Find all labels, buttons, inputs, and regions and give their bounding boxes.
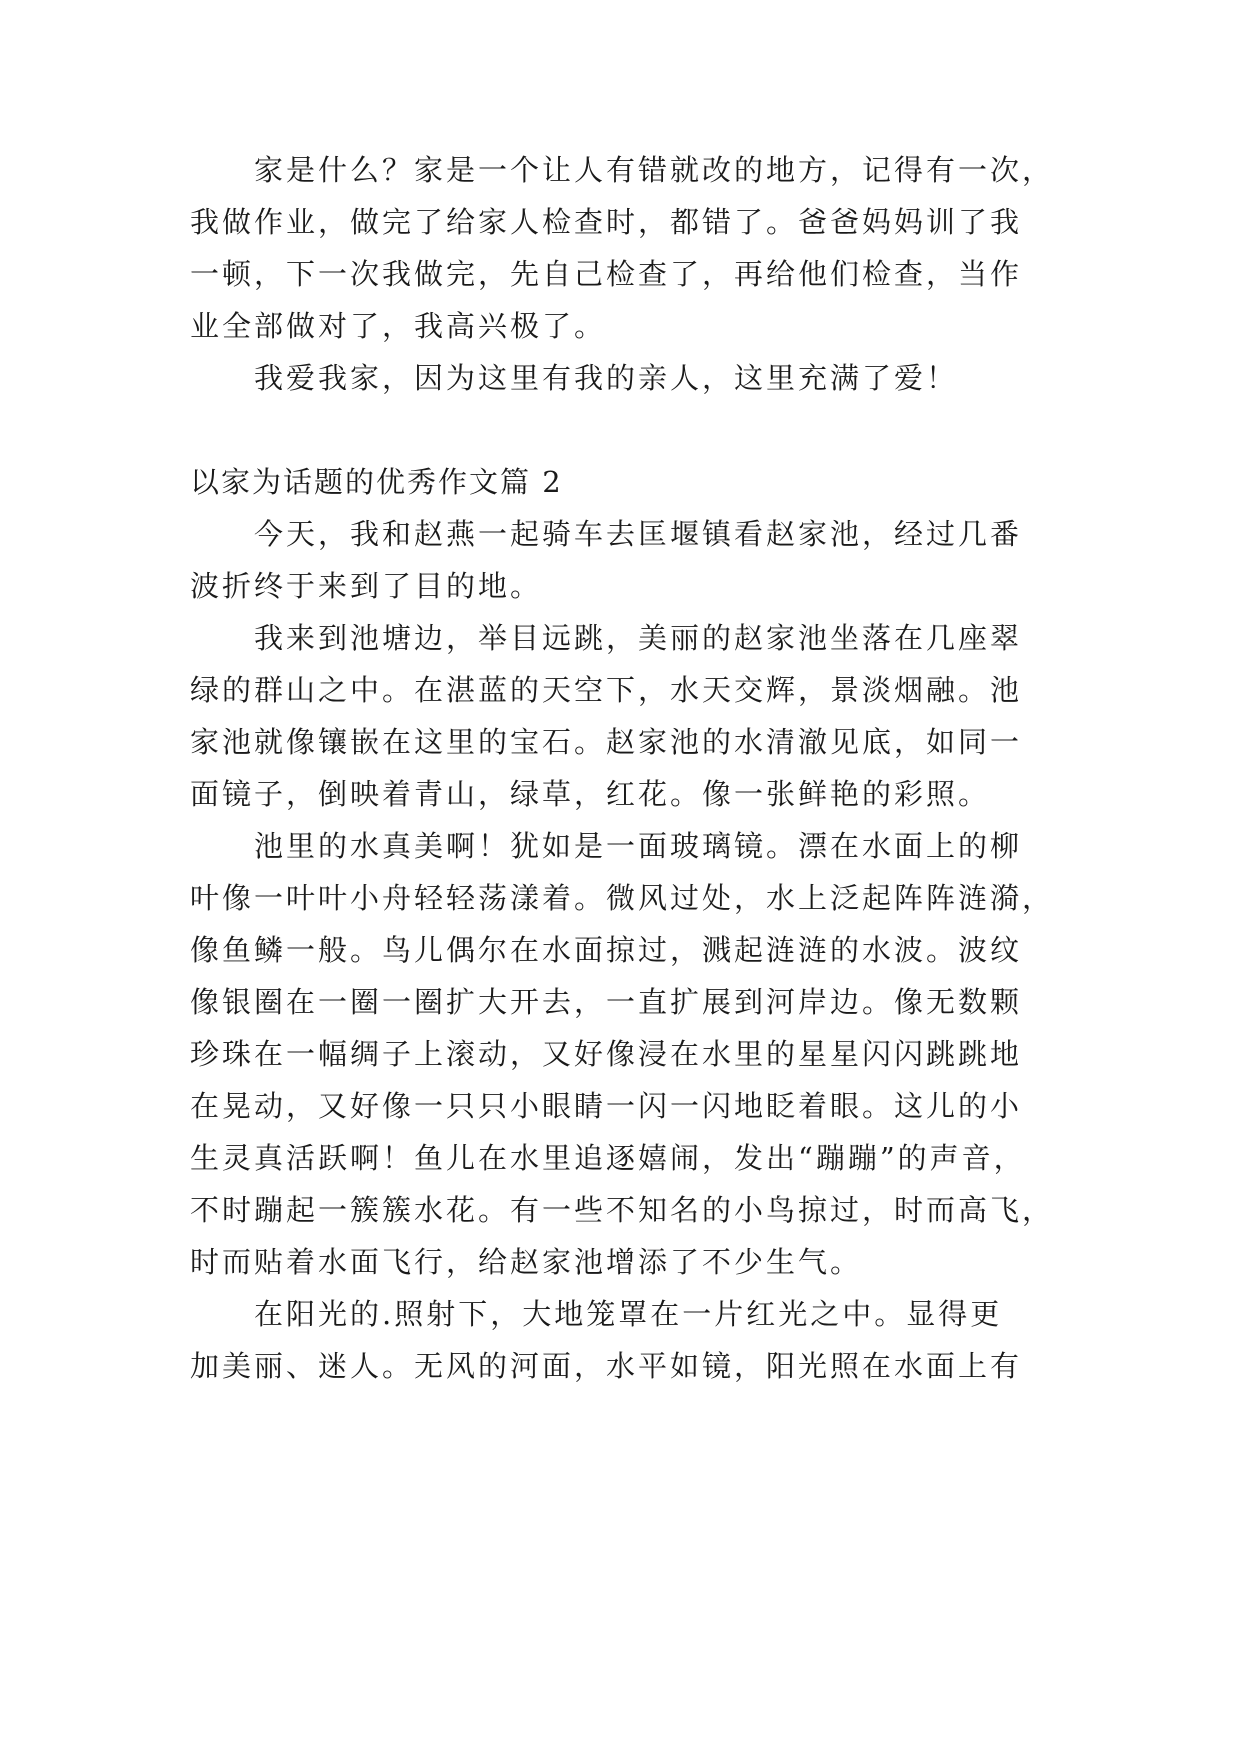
text-line: 一顿，下一次我做完，先自己检查了，再给他们检查，当作: [190, 257, 1023, 291]
text-line: 不时蹦起一簇簇水花。有一些不知名的小鸟掠过，时而高飞，: [190, 1193, 1055, 1227]
text-line: 时而贴着水面飞行，给赵家池增添了不少生气。: [190, 1245, 863, 1279]
text-line: 在晃动，又好像一只只小眼睛一闪一闪地眨着眼。这儿的小: [190, 1089, 1023, 1123]
text-line: 像银圈在一圈一圈扩大开去，一直扩展到河岸边。像无数颗: [190, 985, 1023, 1019]
text-line: 绿的群山之中。在湛蓝的天空下，水天交辉，景淡烟融。池: [190, 673, 1023, 707]
text-line: 面镜子，倒映着青山，绿草，红花。像一张鲜艳的彩照。: [190, 777, 991, 811]
text-line: 家池就像镶嵌在这里的宝石。赵家池的水清澈见底，如同一: [190, 725, 1023, 759]
text-line: 叶像一叶叶小舟轻轻荡漾着。微风过处，水上泛起阵阵涟漪，: [190, 881, 1055, 915]
text-line: 我做作业，做完了给家人检查时，都错了。爸爸妈妈训了我: [190, 205, 1023, 239]
text-line: 家是什么？家是一个让人有错就改的地方，记得有一次，: [254, 153, 1055, 187]
section-heading: 以家为话题的优秀作文篇 2: [190, 465, 563, 499]
text-line: 在阳光的.照射下，大地笼罩在一片红光之中。显得更: [254, 1297, 1003, 1331]
text-line: 我来到池塘边，举目远跳，美丽的赵家池坐落在几座翠: [254, 621, 1023, 655]
text-line: 生灵真活跃啊！鱼儿在水里追逐嬉闹，发出“蹦蹦”的声音，: [190, 1141, 1026, 1175]
text-line: 珍珠在一幅绸子上滚动，又好像浸在水里的星星闪闪跳跳地: [190, 1037, 1023, 1071]
text-line: 今天，我和赵燕一起骑车去匡堰镇看赵家池，经过几番: [254, 517, 1023, 551]
text-line: 池里的水真美啊！犹如是一面玻璃镜。漂在水面上的柳: [254, 829, 1023, 863]
text-line: 像鱼鳞一般。鸟儿偶尔在水面掠过，溅起涟涟的水波。波纹: [190, 933, 1023, 967]
text-line: 加美丽、迷人。无风的河面，水平如镜，阳光照在水面上有: [190, 1349, 1023, 1383]
text-line: 波折终于来到了目的地。: [190, 569, 543, 603]
text-line: 业全部做对了，我高兴极了。: [190, 309, 607, 343]
text-line: 我爱我家，因为这里有我的亲人，这里充满了爱！: [254, 361, 959, 395]
